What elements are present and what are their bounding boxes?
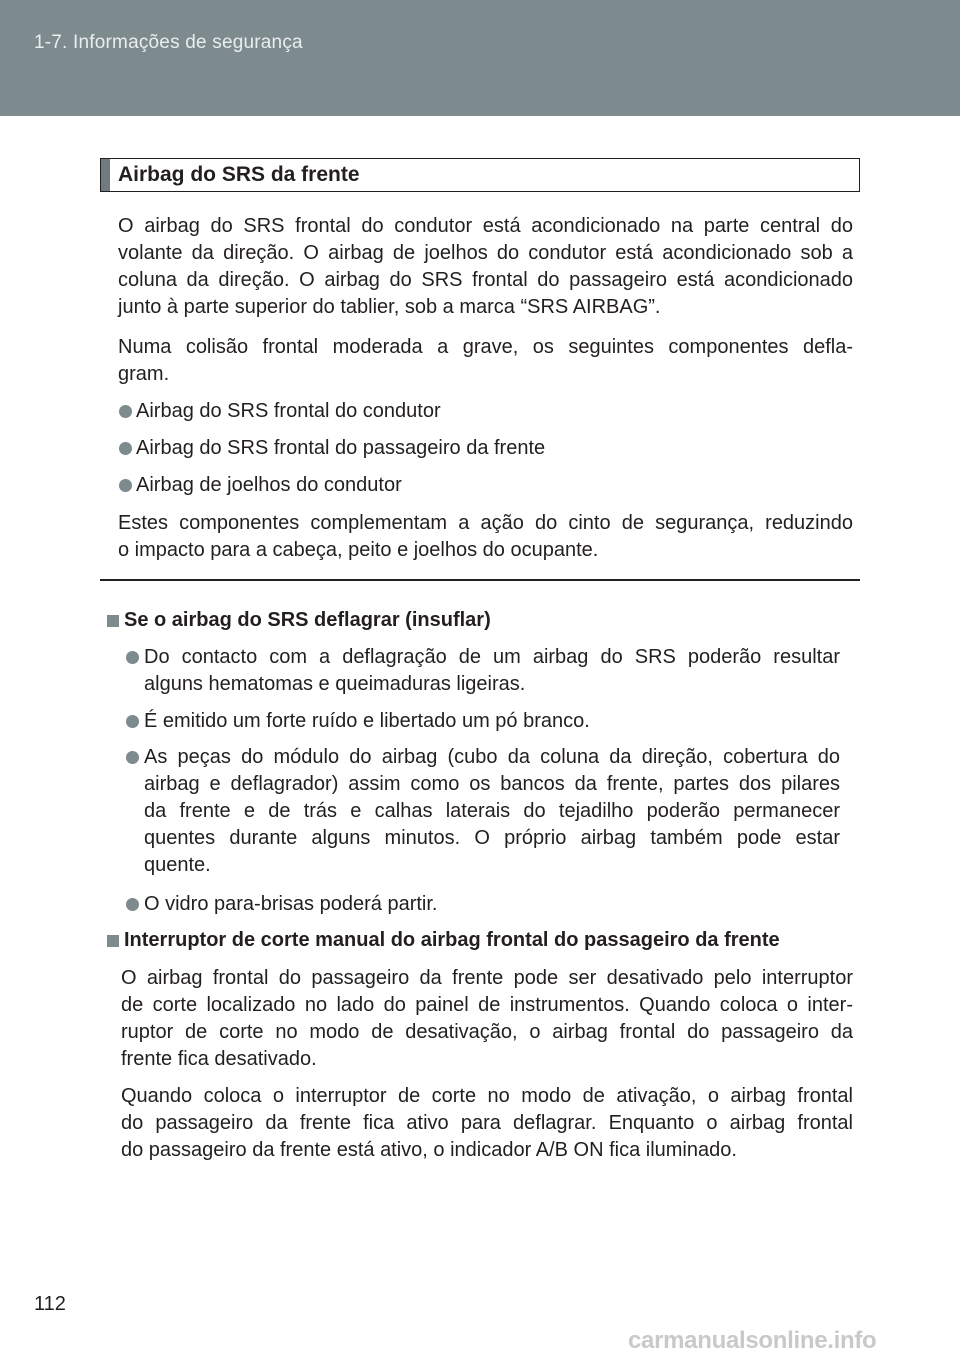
cutoff-line: Quando coloca o interruptor de corte no modo de ativação, o airbag frontal bbox=[121, 1085, 853, 1107]
cutoff-paragraph bbox=[121, 1083, 853, 1164]
complement-line: o impacto para a cabeça, peito e joelhos do ocupante. bbox=[118, 539, 599, 561]
watermark: carmanualsonline.info bbox=[628, 1327, 877, 1354]
cutoff-line: ruptor de corte no modo de desativação, o airbag frontal do passageiro da bbox=[121, 1021, 853, 1043]
section-title-accent bbox=[101, 159, 110, 191]
cutoff-heading: Interruptor de corte manual do airbag frontal do passageiro da frente bbox=[124, 929, 780, 951]
intro-paragraph bbox=[118, 213, 853, 321]
section-title: Airbag do SRS da frente bbox=[118, 163, 360, 186]
cutoff-paragraph bbox=[121, 965, 853, 1073]
collision-line: Numa colisão frontal moderada a grave, os seguintes componentes defla- bbox=[118, 336, 853, 358]
bullet-item: Airbag de joelhos do condutor bbox=[136, 474, 402, 496]
cutoff-line: O airbag frontal do passageiro da frente pode ser desativado pelo interruptor bbox=[121, 967, 853, 989]
bullet-dot-icon bbox=[119, 405, 132, 418]
cutoff-line: do passageiro da frente fica ativo para deflagrar. Enquanto o airbag frontal bbox=[121, 1112, 853, 1134]
deploy-item-line: Do contacto com a deflagração de um airbag do SRS poderão resultar bbox=[144, 646, 840, 668]
deploy-item: O vidro para-brisas poderá partir. bbox=[144, 893, 438, 915]
deploy-item: É emitido um forte ruído e libertado um pó branco. bbox=[144, 710, 590, 732]
collision-paragraph bbox=[118, 334, 853, 388]
bullet-dot-icon bbox=[126, 651, 139, 664]
complement-paragraph bbox=[118, 510, 853, 564]
deploy-heading: Se o airbag do SRS deflagrar (insuflar) bbox=[124, 609, 491, 631]
bullet-dot-icon bbox=[119, 442, 132, 455]
deploy-item bbox=[144, 644, 840, 698]
deploy-item-line: da frente e de trás e calhas laterais do tejadilho poderão permanecer bbox=[144, 800, 840, 822]
square-bullet-icon bbox=[107, 935, 119, 947]
bullet-dot-icon bbox=[126, 715, 139, 728]
deploy-item-line: airbag e deflagrador) assim como os bancos da frente, partes dos pilares bbox=[144, 773, 840, 795]
intro-line: volante da direção. O airbag de joelhos do condutor está acondicionado sob a bbox=[118, 242, 853, 264]
cutoff-line: do passageiro da frente está ativo, o indicador A/B ON fica iluminado. bbox=[121, 1139, 737, 1161]
section-divider bbox=[100, 579, 860, 581]
deploy-item bbox=[144, 744, 840, 879]
page-number: 112 bbox=[34, 1293, 66, 1315]
cutoff-line: frente fica desativado. bbox=[121, 1048, 317, 1070]
bullet-dot-icon bbox=[126, 898, 139, 911]
section-title-box bbox=[100, 158, 860, 192]
bullet-dot-icon bbox=[126, 751, 139, 764]
deploy-item-line: alguns hematomas e queimaduras ligeiras. bbox=[144, 673, 526, 695]
bullet-dot-icon bbox=[119, 479, 132, 492]
deploy-item-line: quentes durante alguns minutos. O próprio airbag também pode estar bbox=[144, 827, 840, 849]
header-section-title: 1-7. Informações de segurança bbox=[34, 32, 303, 53]
square-bullet-icon bbox=[107, 615, 119, 627]
intro-line: junto à parte superior do tablier, sob a marca “SRS AIRBAG”. bbox=[118, 296, 661, 318]
collision-line: gram. bbox=[118, 363, 170, 385]
deploy-item-line: As peças do módulo do airbag (cubo da coluna da direção, cobertura do bbox=[144, 746, 840, 768]
bullet-item: Airbag do SRS frontal do passageiro da frente bbox=[136, 437, 546, 459]
intro-line: coluna da direção. O airbag do SRS frontal do passageiro está acondicionado bbox=[118, 269, 853, 291]
page-header bbox=[0, 0, 960, 116]
intro-line: O airbag do SRS frontal do condutor está acondicionado na parte central do bbox=[118, 215, 853, 237]
bullet-item: Airbag do SRS frontal do condutor bbox=[136, 400, 441, 422]
complement-line: Estes componentes complementam a ação do cinto de segurança, reduzindo bbox=[118, 512, 853, 534]
deploy-item-line: quente. bbox=[144, 854, 211, 876]
cutoff-line: de corte localizado no lado do painel de instrumentos. Quando coloca o inter- bbox=[121, 994, 853, 1016]
